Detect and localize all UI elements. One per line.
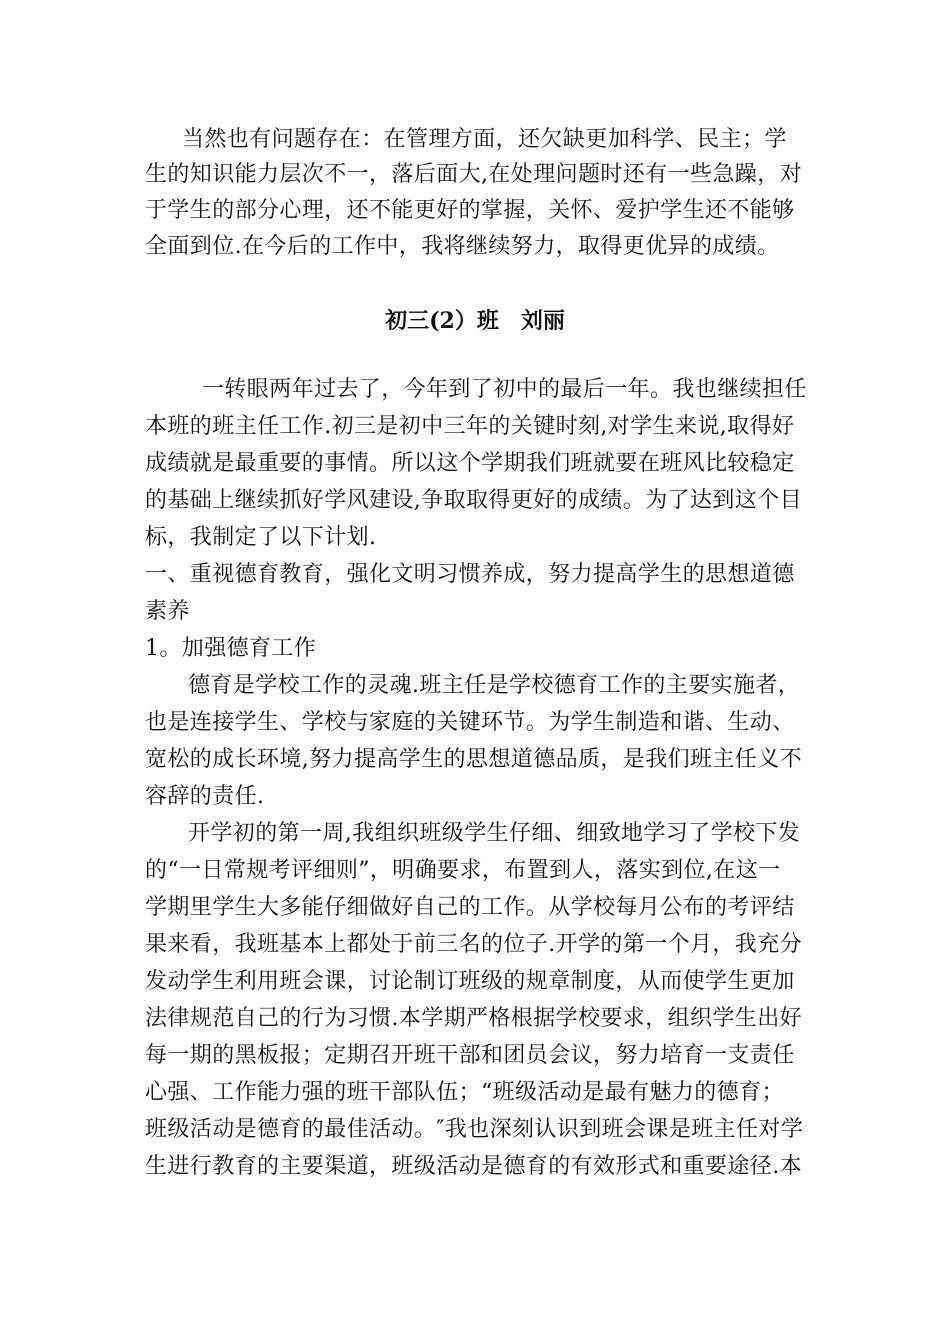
- subsection-title: 1。加强德育工作: [145, 636, 317, 661]
- paragraph-line: 的“一日常规考评细则”，明确要求，布置到人，落实到位,在这一: [145, 858, 781, 883]
- paragraph-line: 德育是学校工作的灵魂.班主任是学校德育工作的主要实施者，: [188, 673, 801, 698]
- section-title: 素养: [145, 599, 190, 624]
- paragraph-line: 当然也有问题存在：在管理方面，还欠缺更加科学、民主；学: [182, 127, 787, 152]
- paragraph-line: 生的知识能力层次不一，落后面大,在处理问题时还有一些急躁，对: [145, 162, 802, 187]
- paragraph-line: 法律规范自己的行为习惯.本学期严格根据学校要求，组织学生出好: [145, 1006, 802, 1031]
- paragraph-line: 果来看，我班基本上都处于前三名的位子.开学的第一个月，我充分: [145, 932, 802, 957]
- paragraph-line: 本班的班主任工作.初三是初中三年的关键时刻,对学生来说,取得好: [145, 414, 795, 439]
- paragraph-line: 发动学生利用班会课，讨论制订班级的规章制度，从而使学生更加: [145, 969, 795, 994]
- paragraph-line: 学期里学生大多能仔细做好自己的工作。从学校每月公布的考评结: [145, 895, 795, 920]
- section-title: 一、重视德育教育，强化文明习惯养成，努力提高学生的思想道德: [145, 562, 795, 587]
- paragraph-line: 每一期的黑板报；定期召开班干部和团员会议，努力培育一支责任: [145, 1043, 795, 1068]
- paragraph-line: 的基础上继续抓好学风建设,争取取得更好的成绩。为了达到这个目: [145, 488, 802, 513]
- paragraph-line: 班级活动是德育的最佳活动。″我也深刻认识到班会课是班主任对学: [145, 1117, 804, 1142]
- paragraph-line: 标，我制定了以下计划.: [145, 525, 377, 550]
- paragraph-line: 一转眼两年过去了，今年到了初中的最后一年。我也继续担任: [202, 377, 807, 402]
- paragraph-line: 于学生的部分心理，还不能更好的掌握，关怀、爱护学生还不能够: [145, 198, 795, 223]
- paragraph-line: 也是连接学生、学校与家庭的关键环节。为学生制造和谐、生动、: [145, 710, 795, 735]
- section-heading: 初三(2）班 刘丽: [385, 308, 565, 334]
- paragraph-line: 生进行教育的主要渠道，班级活动是德育的有效形式和重要途径.本: [145, 1154, 802, 1179]
- paragraph-line: 容辞的责任.: [145, 784, 265, 809]
- paragraph-line: 心强、工作能力强的班干部队伍；“班级活动是最有魅力的德育；: [145, 1080, 784, 1105]
- paragraph-line: 宽松的成长环境,努力提高学生的思想道德品质，是我们班主任义不: [145, 747, 802, 772]
- paragraph-line: 开学初的第一周,我组织班级学生仔细、细致地学习了学校下发: [188, 821, 801, 846]
- paragraph-line: 成绩就是最重要的事情。所以这个学期我们班就要在班风比较稳定: [145, 451, 795, 476]
- paragraph-line: 全面到位.在今后的工作中，我将继续努力，取得更优异的成绩。: [145, 234, 780, 259]
